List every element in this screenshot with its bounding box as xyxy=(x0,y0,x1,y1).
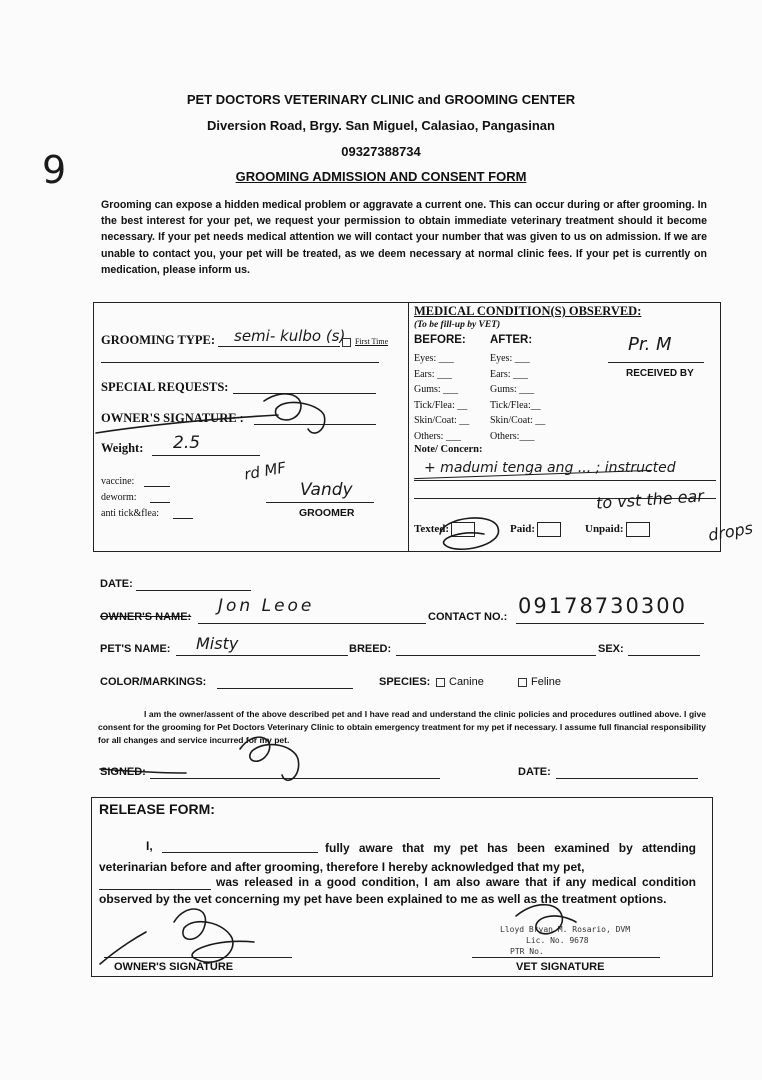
vaccine-label: vaccine: xyxy=(101,476,135,487)
weight-value: 2.5 xyxy=(173,433,201,453)
unpaid-field[interactable] xyxy=(585,522,650,537)
received-by-value: Pr. M xyxy=(628,334,672,355)
after-tick: Tick/Flea:__ xyxy=(490,399,541,411)
paid-checkbox[interactable] xyxy=(537,522,561,537)
vet-signature-label: VET SIGNATURE xyxy=(516,961,605,973)
note-label: Note/ Concern: xyxy=(414,444,483,455)
groomer-label: GROOMER xyxy=(299,507,355,519)
canine-label: Canine xyxy=(449,676,484,688)
paid-label: Paid: xyxy=(510,523,536,536)
special-requests-label: SPECIAL REQUESTS: xyxy=(101,380,229,394)
owner-name-value: Jon Leoe xyxy=(218,596,315,616)
contact-value: 09178730300 xyxy=(518,594,687,618)
unpaid-label: Unpaid: xyxy=(585,523,624,536)
vet-stamp-scribble xyxy=(506,890,586,950)
clinic-name: PET DOCTORS VETERINARY CLINIC and GROOMING CENTER xyxy=(186,92,576,107)
after-eyes: Eyes: ___ xyxy=(490,353,530,364)
after-label: AFTER: xyxy=(490,334,533,346)
before-list xyxy=(414,351,469,444)
after-others: Others:___ xyxy=(490,430,535,442)
first-time-checkbox[interactable] xyxy=(342,337,388,347)
color-label: COLOR/MARKINGS: xyxy=(100,676,207,688)
release-title: RELEASE FORM: xyxy=(99,801,215,817)
weight-label: Weight: xyxy=(101,441,144,455)
consent-date-label: DATE: xyxy=(518,766,551,778)
form-title: GROOMING ADMISSION AND CONSENT FORM xyxy=(235,169,527,184)
contact-label: CONTACT NO.: xyxy=(428,611,508,623)
grooming-type-value: semi- kulbo (s) xyxy=(234,327,346,345)
box-divider xyxy=(408,302,409,552)
species-label: SPECIES: xyxy=(379,676,431,688)
feline-label: Feline xyxy=(531,676,561,688)
release-i: I, xyxy=(146,839,153,853)
stamp-license: Lic. No. 9678 xyxy=(526,936,589,945)
clinic-phone: 09327388734 xyxy=(341,144,421,159)
after-gums: Gums: ___ xyxy=(490,384,535,395)
clinic-address: Diversion Road, Brgy. San Miguel, Calasiao, Pangasinan xyxy=(207,118,555,133)
note-line-1: + madumi tenga ang ... ; instructed xyxy=(424,460,676,476)
before-skin: Skin/Coat: __ xyxy=(414,415,470,426)
release-owner-signature-label: OWNER'S SIGNATURE xyxy=(114,961,234,973)
before-tick: Tick/Flea: __ xyxy=(414,399,468,411)
canine-checkbox[interactable] xyxy=(436,678,445,687)
received-by-label: RECEIVED BY xyxy=(626,368,694,379)
before-gums: Gums: ___ xyxy=(414,384,459,395)
sex-label: SEX: xyxy=(598,643,624,655)
before-ears: Ears: ___ xyxy=(414,368,453,380)
intro-paragraph: Grooming can expose a hidden medical problem or aggravate a current one. This can occur during or after grooming. In the best interest for your pet, we request your permission to obtain immediate veterinary treatment should it become necessary. If your pet needs medical attention we will contact your number that was given to us on admission. If we are unable to contact you, your pet will be treated, as we deem necessary at normal clinic fees. If your pet is currently on medication, please inform us. xyxy=(101,199,707,276)
owner-signature-label: OWNER'S SIGNATURE : xyxy=(101,411,244,425)
stamp-ptr: PTR No. xyxy=(510,947,544,956)
after-ears: Ears: ___ xyxy=(490,368,529,380)
groomer-name: Vandy xyxy=(300,480,353,500)
texted-label: Texted: xyxy=(414,523,450,536)
date-label: DATE: xyxy=(100,578,133,590)
medical-subtitle: (To be fill-up by VET) xyxy=(414,320,501,330)
owner-signature-top xyxy=(88,385,348,445)
after-skin: Skin/Coat: __ xyxy=(490,415,546,426)
pet-name-label: PET'S NAME: xyxy=(100,643,171,655)
owner-name-label: OWNER'S NAME: xyxy=(100,611,192,623)
handwritten-note-left: rd MF xyxy=(242,458,288,484)
first-time-label: First Time xyxy=(355,337,389,346)
deworm-label: deworm: xyxy=(101,492,137,503)
after-list xyxy=(490,351,545,444)
before-label: BEFORE: xyxy=(414,334,466,346)
feline-checkbox[interactable] xyxy=(518,678,527,687)
grooming-type-label: GROOMING TYPE: xyxy=(101,333,216,347)
paid-field[interactable] xyxy=(510,522,561,537)
owner-signature-release xyxy=(94,898,294,978)
feline-option[interactable] xyxy=(518,676,561,688)
before-eyes: Eyes: ___ xyxy=(414,353,454,364)
release-text-3: was released in a good condition, I am also aware that if any medical condition observed by the vet concerning my pet have been explained to me as well as the treatment options. xyxy=(99,875,696,906)
before-others: Others: ___ xyxy=(414,430,461,442)
medical-title: MEDICAL CONDITION(S) OBSERVED: xyxy=(414,304,642,318)
signed-label: SIGNED: xyxy=(100,766,146,778)
breed-label: BREED: xyxy=(349,643,392,655)
page-number: 9 xyxy=(42,148,67,192)
texted-circle-mark xyxy=(434,508,514,558)
pet-name-value: Misty xyxy=(196,634,239,653)
consent-text: I am the owner/assent of the above described pet and I have read and understand the clinic policies and procedures outlined above. I give consent for the grooming for Pet Doctors Veterinary Clinic to obtain emergency treatment for my pet if necessary. I assume full financial responsibility for all changes and service incurred for my pet. xyxy=(98,709,706,745)
stamp-vet-name: Lloyd Bryan M. Rosario, DVM xyxy=(500,925,631,934)
note-line-3: drops xyxy=(706,518,755,545)
owner-signature-consent xyxy=(96,725,356,795)
unpaid-checkbox[interactable] xyxy=(626,522,650,537)
anti-tick-label: anti tick&flea: xyxy=(101,508,160,519)
canine-option[interactable] xyxy=(436,676,484,688)
release-text-2: fully aware that my pet has been examined by attending veterinarian before and after grooming, therefore I hereby acknowledged that my pet, xyxy=(99,841,696,874)
note-line-2: to vst the ear xyxy=(595,486,705,513)
